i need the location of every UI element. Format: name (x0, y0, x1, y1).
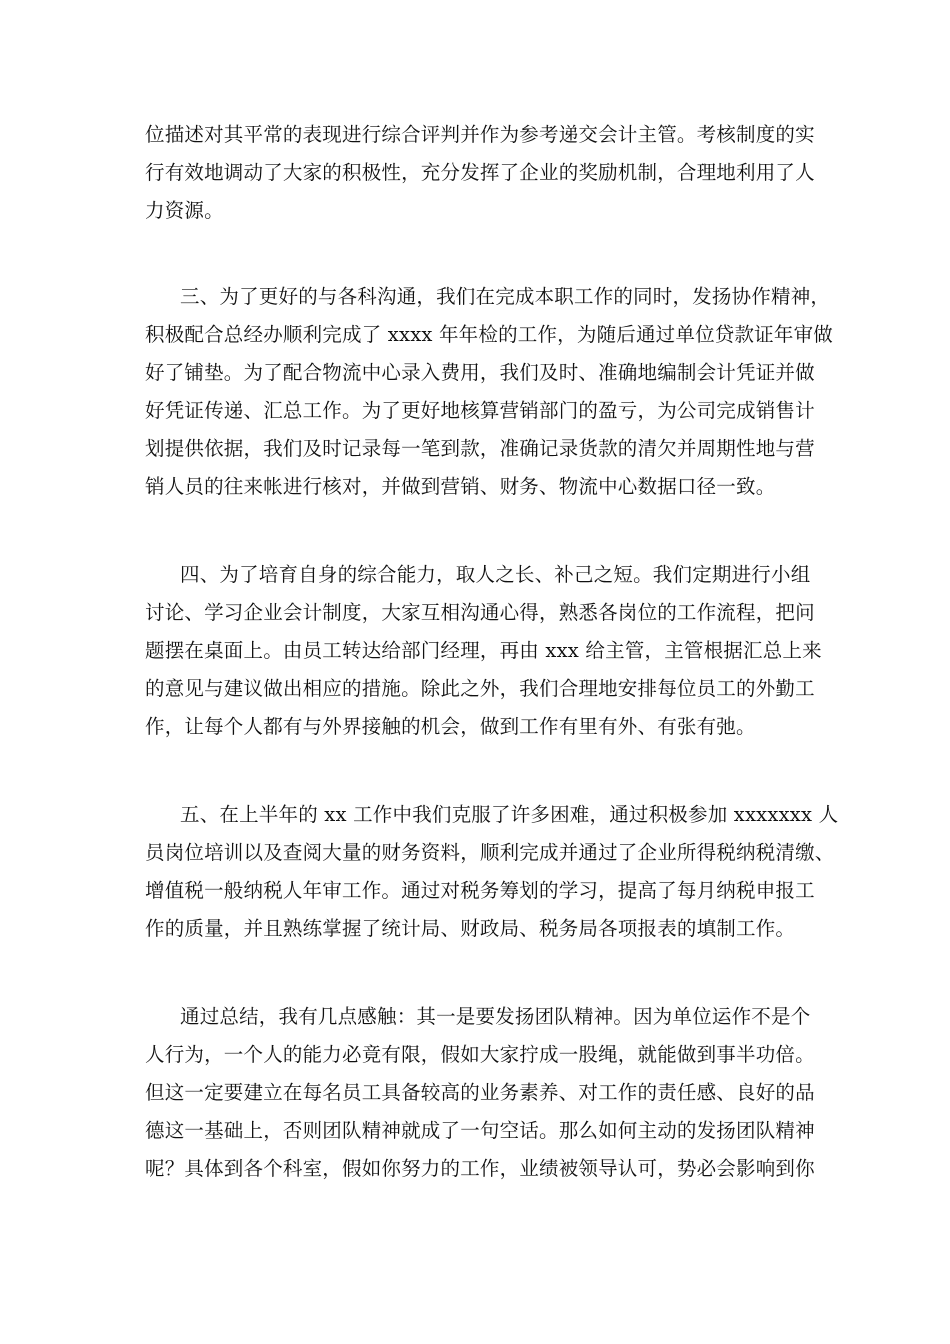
text-line: 作，让每个人都有与外界接触的机会，做到工作有里有外、有张有弛。 (145, 715, 756, 738)
text-line: 的意见与建议做出相应的措施。除此之外，我们合理地安排每位员工的外勤工 (145, 677, 815, 700)
text-line: 位描述对其平常的表现进行综合评判并作为参考递交会计主管。考核制度的实 (145, 123, 815, 146)
paragraph-first-line: 通过总结，我有几点感触：其一是要发扬团队精神。因为单位运作不是个 (180, 1005, 811, 1028)
text-line: 但这一定要建立在每名员工具备较高的业务素养、对工作的责任感、良好的品 (145, 1081, 815, 1104)
text-line: 讨论、学习企业会计制度，大家互相沟通心得，熟悉各岗位的工作流程，把问 (145, 601, 815, 624)
text-line: 好凭证传递、汇总工作。为了更好地核算营销部门的盈亏，为公司完成销售计 (145, 399, 815, 422)
text-line: 德这一基础上，否则团队精神就成了一句空话。那么如何主动的发扬团队精神 (145, 1119, 815, 1142)
text-line: 呢？具体到各个科室，假如你努力的工作，业绩被领导认可，势必会影响到你 (145, 1157, 815, 1180)
text-line: 员岗位培训以及查阅大量的财务资料，顺利完成并通过了企业所得税纳税清缴、 (145, 841, 835, 864)
text-line: 积极配合总经办顺利完成了 xxxx 年年检的工作，为随后通过单位贷款证年审做 (145, 323, 833, 346)
paragraph-first-line: 五、在上半年的 xx 工作中我们克服了许多困难，通过积极参加 xxxxxxx 人 (180, 803, 839, 826)
text-line: 好了铺垫。为了配合物流中心录入费用，我们及时、准确地编制会计凭证并做 (145, 361, 815, 384)
paragraph-first-line: 四、为了培育自身的综合能力，取人之长、补己之短。我们定期进行小组 (180, 563, 811, 586)
text-line: 销人员的往来帐进行核对，并做到营销、财务、物流中心数据口径一致。 (145, 475, 776, 498)
text-line: 力资源。 (145, 199, 224, 222)
text-line: 人行为，一个人的能力必竟有限，假如大家拧成一股绳，就能做到事半功倍。 (145, 1043, 815, 1066)
text-line: 题摆在桌面上。由员工转达给部门经理，再由 xxx 给主管，主管根据汇总上来 (145, 639, 822, 662)
text-line: 增值税一般纳税人年审工作。通过对税务筹划的学习，提高了每月纳税申报工 (145, 879, 815, 902)
text-line: 划提供依据，我们及时记录每一笔到款，准确记录货款的清欠并周期性地与营 (145, 437, 815, 460)
text-line: 行有效地调动了大家的积极性，充分发挥了企业的奖励机制，合理地利用了人 (145, 161, 815, 184)
paragraph-first-line: 三、为了更好的与各科沟通，我们在完成本职工作的同时，发扬协作精神， (180, 285, 831, 308)
text-line: 作的质量，并且熟练掌握了统计局、财政局、税务局各项报表的填制工作。 (145, 917, 796, 940)
